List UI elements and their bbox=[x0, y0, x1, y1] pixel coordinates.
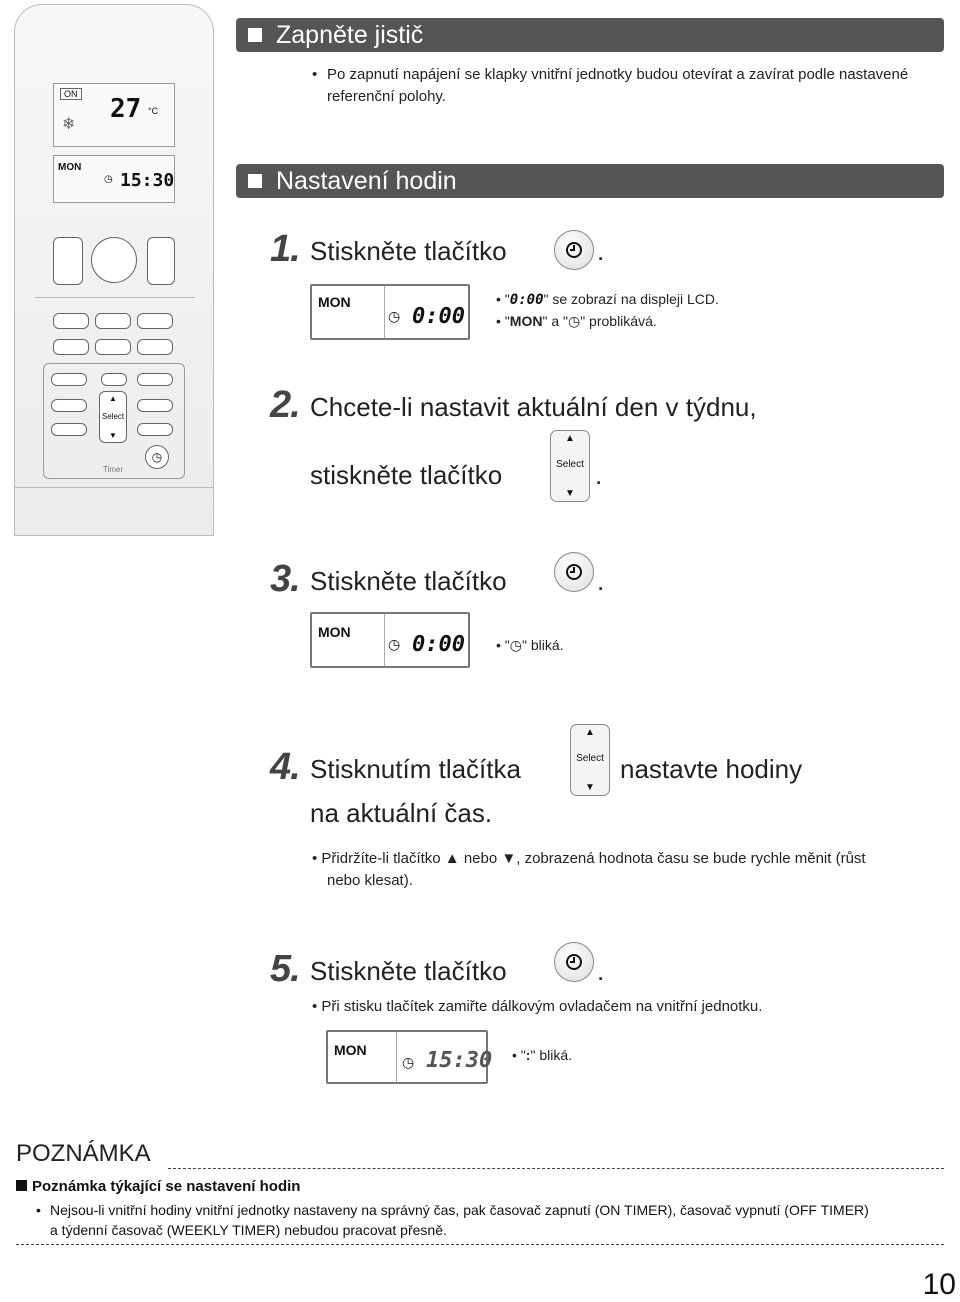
dashed-divider bbox=[16, 1244, 944, 1245]
divider bbox=[35, 297, 195, 298]
select-button[interactable]: ▲ Select ▼ bbox=[570, 724, 610, 796]
remote-fan-button[interactable] bbox=[147, 237, 175, 285]
clock-icon: ◷ bbox=[402, 1054, 415, 1070]
bullet-item: • ":" bliká. bbox=[512, 1047, 572, 1063]
lcd-time: 0:00 bbox=[412, 632, 465, 657]
step-text: Stiskněte tlačítko bbox=[310, 566, 507, 596]
remote-control-illustration bbox=[14, 4, 214, 536]
lcd-display-step1 bbox=[310, 284, 470, 340]
note-title: POZNÁMKA bbox=[16, 1140, 151, 1167]
step-end: . bbox=[597, 956, 605, 986]
square-icon bbox=[248, 174, 262, 188]
remote-button[interactable] bbox=[137, 339, 173, 355]
bullet-item: • Přidržíte-li tlačítko ▲ nebo ▼, zobrazená hodnota času se bude rychle měnit (růst bbox=[312, 850, 866, 867]
lcd-time: 15:30 bbox=[426, 1048, 493, 1073]
square-icon bbox=[16, 1180, 27, 1191]
remote-power-button[interactable] bbox=[91, 237, 137, 283]
step-text: Chcete-li nastavit aktuální den v týdnu, bbox=[310, 392, 757, 422]
step-text-after: nastavte hodiny bbox=[620, 754, 803, 784]
remote-lcd-top bbox=[53, 83, 175, 147]
remote-timer-label: Timer bbox=[103, 465, 124, 474]
step-end: . bbox=[595, 460, 603, 490]
bullet-dot: • bbox=[312, 66, 318, 83]
step-text: Stiskněte tlačítko bbox=[310, 236, 507, 266]
bullet-item: • Při stisku tlačítek zamiřte dálkovým ovladačem na vnitřní jednotku. bbox=[312, 998, 763, 1015]
remote-button[interactable] bbox=[137, 373, 173, 386]
step-text-line2: na aktuální čas. bbox=[310, 798, 493, 828]
clock-button[interactable] bbox=[554, 230, 594, 270]
remote-button[interactable] bbox=[53, 339, 89, 355]
section-title: Zapněte jistič bbox=[276, 21, 424, 49]
lcd-time: 0:00 bbox=[412, 304, 465, 329]
select-button[interactable]: ▲ Select ▼ bbox=[550, 430, 590, 502]
step-number: 5. bbox=[270, 948, 300, 990]
clock-icon bbox=[564, 952, 584, 972]
remote-button[interactable] bbox=[101, 373, 127, 386]
snowflake-icon: ❄ bbox=[62, 116, 76, 133]
page-number: 10 bbox=[922, 1268, 956, 1301]
clock-icon bbox=[564, 240, 584, 260]
lcd-code: 0:00 bbox=[509, 292, 544, 308]
note-heading: Poznámka týkající se nastavení hodin bbox=[16, 1178, 300, 1195]
lcd-day: MON bbox=[318, 294, 351, 310]
bullet-text-cont: nebo klesat). bbox=[327, 872, 413, 889]
down-arrow-icon: ▼ bbox=[501, 850, 517, 867]
remote-button[interactable] bbox=[51, 423, 87, 436]
clock-icon: ◷ bbox=[388, 636, 401, 652]
bullet-item bbox=[312, 64, 912, 108]
step-text-line2: stiskněte tlačítko bbox=[310, 460, 503, 490]
remote-button[interactable] bbox=[51, 399, 87, 412]
step-number: 2. bbox=[270, 384, 300, 426]
clock-button[interactable] bbox=[554, 552, 594, 592]
step-end: . bbox=[597, 236, 605, 266]
up-arrow-icon: ▲ bbox=[444, 850, 460, 867]
bullet-item: • "0:00" se zobrazí na displeji LCD. bbox=[496, 291, 719, 308]
clock-icon bbox=[564, 562, 584, 582]
remote-day: MON bbox=[58, 162, 82, 173]
remote-temp: 27 bbox=[110, 94, 142, 124]
remote-on-label: ON bbox=[60, 88, 82, 100]
step-number: 1. bbox=[270, 228, 300, 270]
remote-button[interactable] bbox=[137, 399, 173, 412]
clock-icon: ◷ bbox=[567, 313, 581, 329]
lcd-day: MON bbox=[334, 1042, 367, 1058]
colon-symbol: : bbox=[525, 1047, 531, 1063]
remote-time: 15:30 bbox=[120, 170, 175, 191]
step-number: 4. bbox=[270, 746, 300, 788]
remote-button[interactable] bbox=[51, 373, 87, 386]
remote-button[interactable] bbox=[53, 313, 89, 329]
lcd-day: MON bbox=[318, 624, 351, 640]
square-icon bbox=[248, 28, 262, 42]
remote-temp-button[interactable] bbox=[53, 237, 83, 285]
section-title: Nastavení hodin bbox=[276, 167, 457, 195]
dashed-divider bbox=[168, 1168, 944, 1169]
remote-select-button[interactable]: ▲ Select ▼ bbox=[99, 391, 127, 443]
bullet-item: • "MON" a "◷" problikává. bbox=[496, 313, 657, 329]
step-number: 3. bbox=[270, 558, 300, 600]
remote-button[interactable] bbox=[137, 313, 173, 329]
remote-lcd-bottom bbox=[53, 155, 175, 203]
bullet-item: • "◷" bliká. bbox=[496, 637, 564, 653]
lcd-display-step3 bbox=[310, 612, 470, 668]
clock-icon: ◷ bbox=[509, 637, 522, 653]
step-end: . bbox=[597, 566, 605, 596]
clock-button[interactable] bbox=[554, 942, 594, 982]
remote-button[interactable] bbox=[95, 339, 131, 355]
remote-clock-button[interactable]: ◷ bbox=[145, 445, 169, 469]
note-text: • Nejsou-li vnitřní hodiny vnitřní jednotky nastaveny na správný čas, pak časovač zapnutí (ON TIMER), časovač vypnutí (OFF TIMER) a týdenní časovač (WEEKLY TIMER) nebudou pracovat přesně. bbox=[36, 1202, 869, 1238]
section-header-circuit-breaker bbox=[236, 18, 944, 52]
remote-clock-icon: ◷ bbox=[104, 174, 113, 185]
step-text: Stiskněte tlačítko bbox=[310, 956, 507, 986]
lcd-display-step5 bbox=[326, 1030, 493, 1084]
remote-button[interactable] bbox=[137, 423, 173, 436]
remote-temp-unit: °C bbox=[148, 106, 159, 116]
step-text: Stisknutím tlačítka bbox=[310, 754, 521, 784]
bullet-text: Po zapnutí napájení se klapky vnitřní jednotky budou otevírat a zavírat podle nastavené referenční polohy. bbox=[327, 66, 909, 105]
lcd-code: MON bbox=[509, 313, 543, 329]
clock-icon: ◷ bbox=[388, 308, 401, 324]
remote-button[interactable] bbox=[95, 313, 131, 329]
section-header-clock-setting bbox=[236, 164, 944, 198]
divider bbox=[15, 487, 213, 488]
